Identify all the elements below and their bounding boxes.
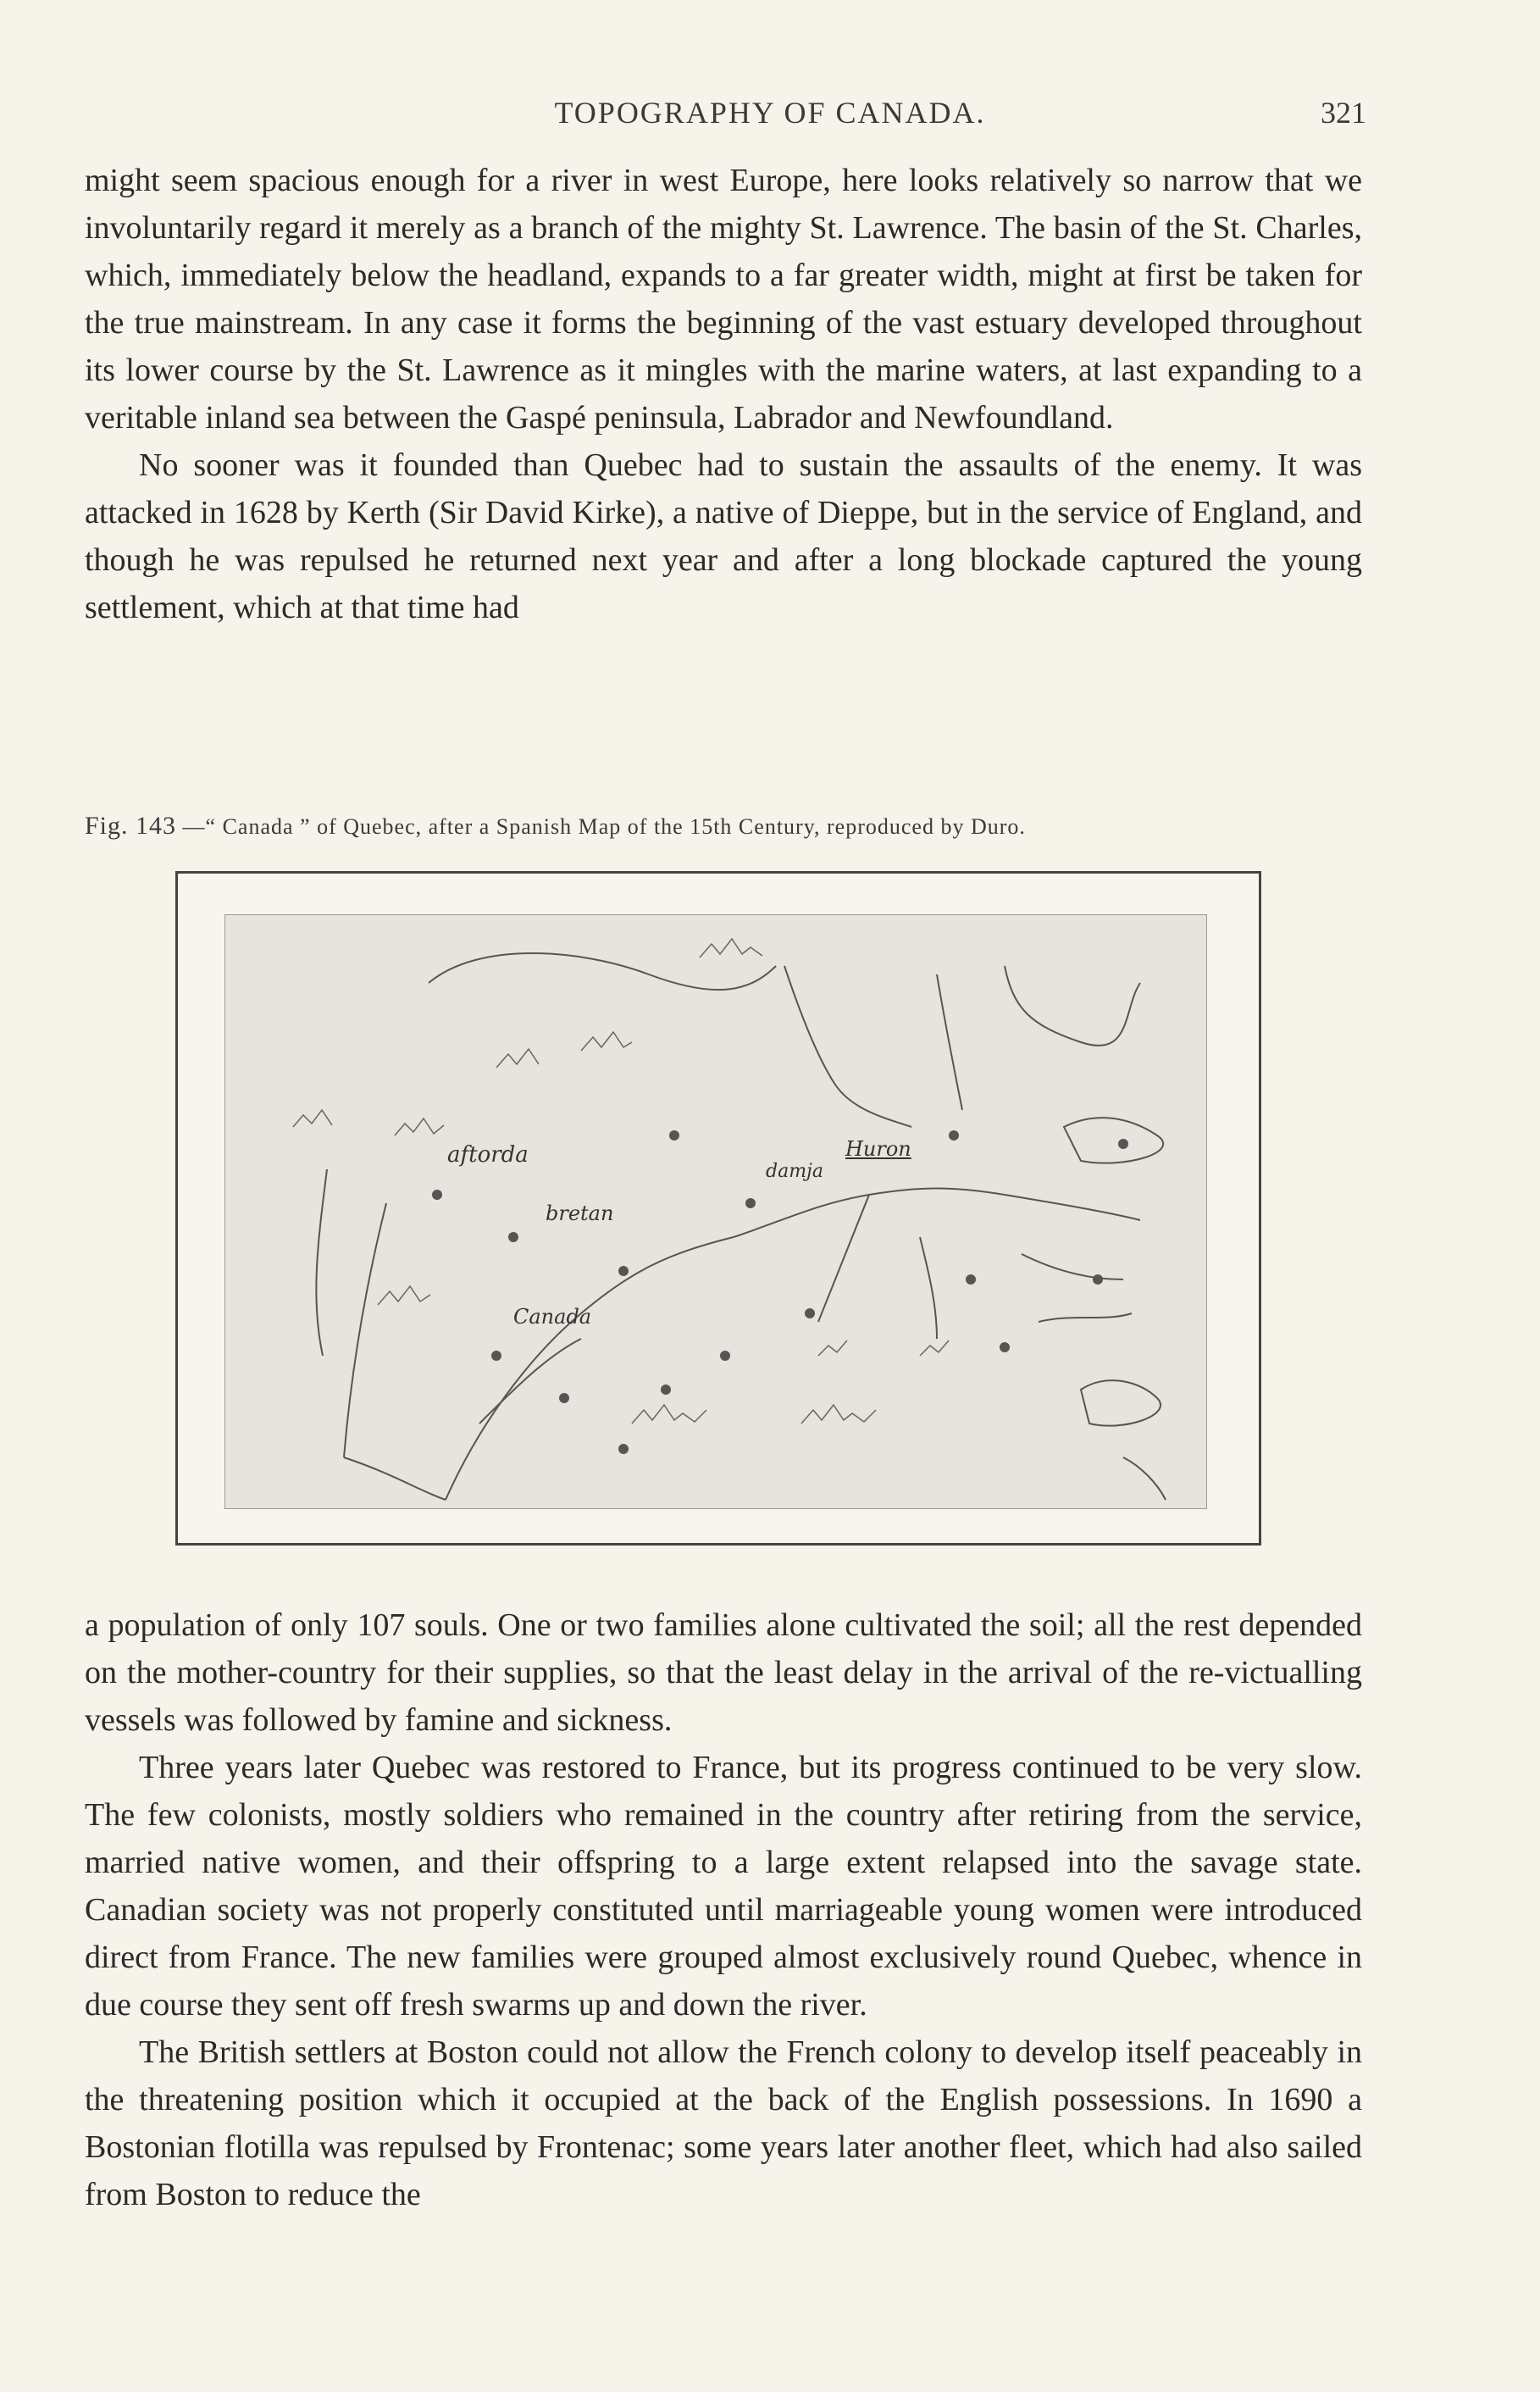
- text-block-bottom: [85, 1601, 1362, 2218]
- map-label-bretan: bretan: [546, 1202, 614, 1225]
- paragraph: Three years later Quebec was restored to France, but its progress continued to be very slow. The few colonists, mostly soldiers who remained in the country after retiring from the service, married native women, and their offspring to a large extent relapsed into the savage state. Canadian society was not properly constituted until marriageable young women were introduced direct from France. The new families were grouped almost exclusively round Quebec, whence in due course they sent off fresh swarms up and down the river.: [85, 1750, 1362, 2023]
- page-header: [0, 95, 1540, 137]
- paragraph: might seem spacious enough for a river in west Europe, here looks relatively so narrow that we involuntarily regard it merely as a branch of the mighty St. Lawrence. The basin of the St. Charles, which, immediately below the headland, expands to a far greater width, might at first be taken for the true mainstream. In any case it forms the beginning of the vast estuary developed throughout its lower course by the St. Lawrence as it mingles with the marine waters, at last expanding to a veritable inland sea between the Gaspé peninsula, Labrador and Newfoundland.: [85, 163, 1362, 436]
- text-block-top: [85, 157, 1362, 631]
- figure-caption-text: —“ Canada ” of Quebec, after a Spanish Map of the 15th Century, reproduced by Duro.: [182, 814, 1026, 839]
- figure-map: [175, 871, 1261, 1546]
- map-label-huron: Huron: [845, 1137, 911, 1161]
- map-image: [224, 914, 1207, 1509]
- paragraph: No sooner was it founded than Quebec had to sustain the assaults of the enemy. It was attacked in 1628 by Kerth (Sir David Kirke), a native of Dieppe, but in the service of England, and though he was repulsed he returned next year and after a long blockade captured the young settlement, which at that time had: [85, 447, 1362, 625]
- page-number: 321: [1321, 96, 1366, 130]
- figure-label: Fig. 143: [85, 812, 177, 840]
- paragraph: a population of only 107 souls. One or two families alone cultivated the soil; all the rest depended on the mother-country for their supplies, so that the least delay in the arrival of the re-victualling vessels was followed by famine and sickness.: [85, 1607, 1362, 1738]
- map-label-canada: Canada: [513, 1305, 592, 1329]
- map-label-damja: damja: [766, 1161, 823, 1182]
- map-drawing: [225, 915, 1206, 1508]
- map-label-aftorda: aftorda: [447, 1142, 529, 1168]
- figure-caption: [85, 812, 1362, 841]
- running-title: TOPOGRAPHY OF CANADA.: [554, 96, 986, 130]
- paragraph: The British settlers at Boston could not allow the French colony to develop itself peaceably in the threatening position which it occupied at the back of the English possessions. In 1690 a Bostonian flotilla was repulsed by Frontenac; some years later another fleet, which had also sailed from Boston to reduce the: [85, 2034, 1362, 2212]
